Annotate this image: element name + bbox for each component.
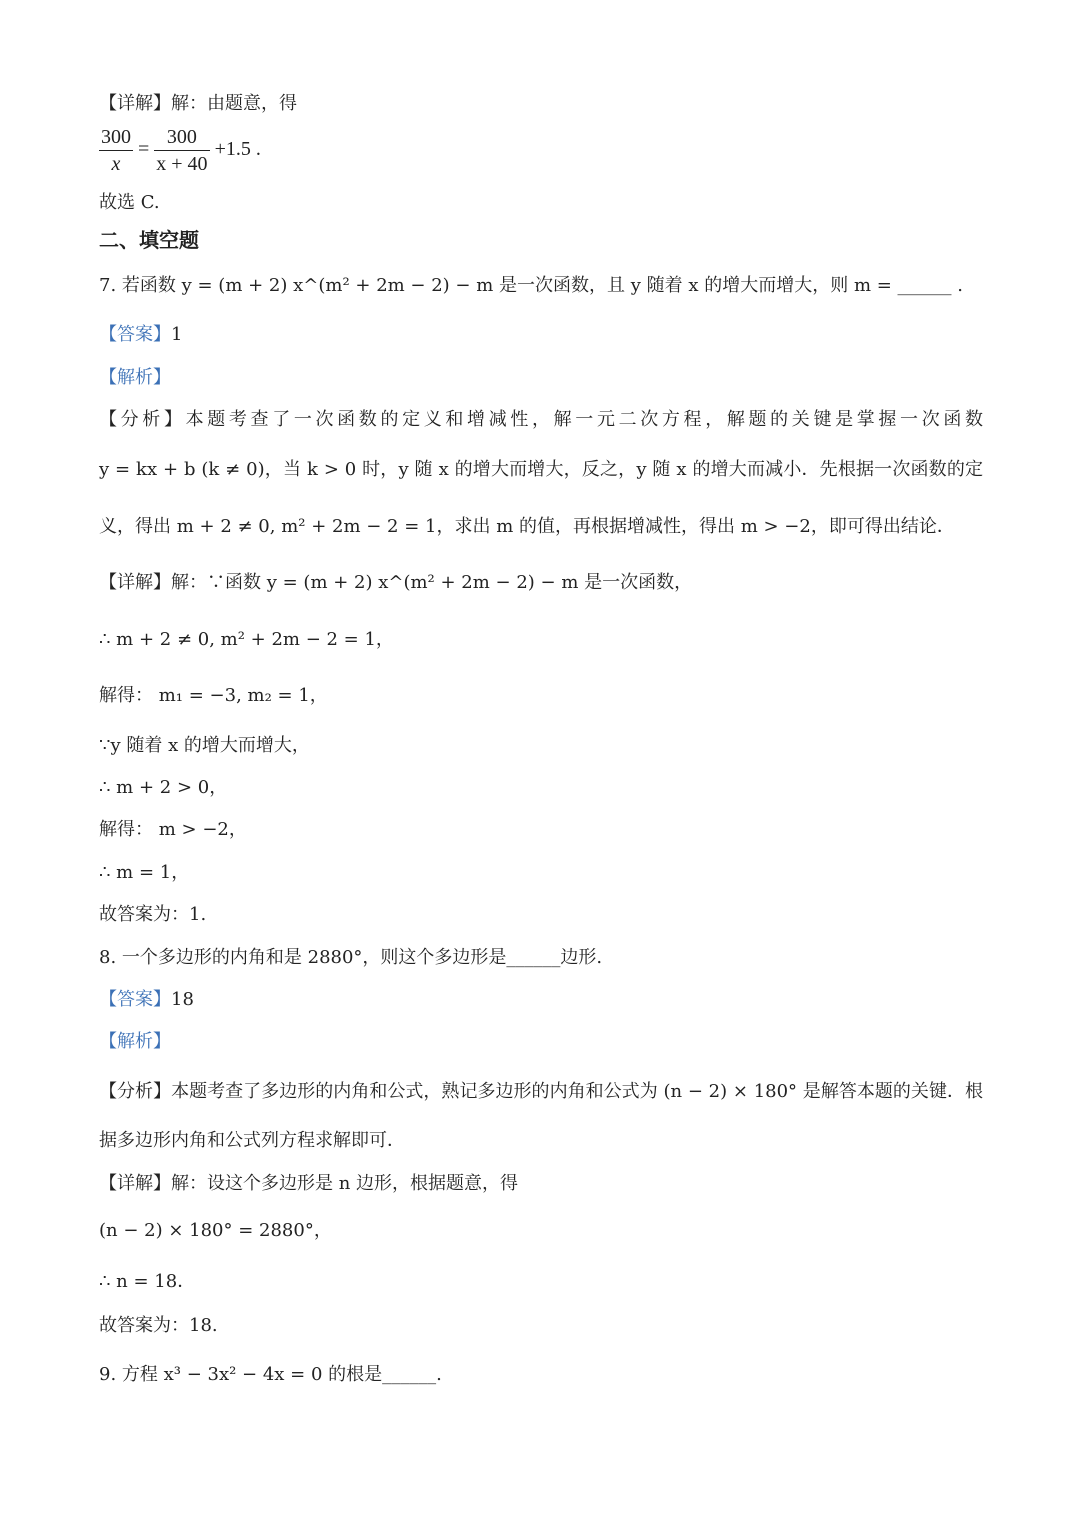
q7-analysis-line-3: 义，得出 m + 2 ≠ 0, m² + 2m − 2 = 1，求出 m 的值，再根据增减性，得出 m > −2，即可得出结论． bbox=[99, 516, 955, 537]
q7-analysis-line-1: 【分析】本题考查了一次函数的定义和增减性，解一元二次方程，解题的关键是掌握一次函数 bbox=[99, 409, 983, 430]
q7-detail-2: ∴ m + 2 ≠ 0, m² + 2m − 2 = 1， bbox=[99, 629, 394, 650]
q8-detail-1: 【详解】解：设这个多边形是 n 边形，根据题意，得 bbox=[99, 1173, 519, 1194]
section-title: 二、填空题 bbox=[99, 228, 199, 252]
q7-analysis-tag: 【解析】 bbox=[99, 367, 171, 388]
q8-stem: 8. 一个多边形的内角和是 2880°，则这个多边形是______边形. bbox=[99, 947, 603, 968]
q8-analysis-line-1: 【分析】本题考查了多边形的内角和公式，熟记多边形的内角和公式为 (n − 2) × 180° 是解答本题的关键．根 bbox=[99, 1081, 983, 1102]
q7-detail-8: 故答案为：1. bbox=[99, 904, 207, 925]
q8-detail-4: 故答案为：18. bbox=[99, 1315, 218, 1336]
q8-answer bbox=[99, 988, 194, 1012]
q7-detail-5: ∴ m + 2 > 0， bbox=[99, 777, 228, 798]
q8-analysis-tag: 【解析】 bbox=[99, 1031, 171, 1052]
q7-answer bbox=[99, 323, 182, 347]
q7-detail-1: 【详解】解：∵函数 y = (m + 2) x^(m² + 2m − 2) − m 是一次函数， bbox=[99, 572, 693, 593]
q7-analysis-line-2: y = kx + b (k ≠ 0)，当 k > 0 时，y 随 x 的增大而增大，反之，y 随 x 的增大而减小．先根据一次函数的定 bbox=[99, 459, 983, 480]
q7-detail-7: ∴ m = 1， bbox=[99, 862, 190, 883]
q6-detail-heading: 【详解】解：由题意，得 bbox=[99, 93, 297, 114]
q6-equation: $\frac{300}{x}$ = $\frac{300}{x + 40}$ +1.5 . bbox=[101, 126, 261, 175]
fraction-left: $\frac{300}{x}$ bbox=[101, 126, 131, 175]
q8-detail-2: (n − 2) × 180° = 2880°， bbox=[99, 1220, 332, 1241]
q7-detail-4: ∵y 随着 x 的增大而增大， bbox=[99, 735, 310, 756]
q8-detail-3: ∴ n = 18． bbox=[99, 1271, 196, 1292]
q6-choice: 故选 C. bbox=[99, 192, 160, 213]
q7-detail-3: 解得： m₁ = −3, m₂ = 1， bbox=[99, 685, 328, 706]
answer-value: 18 bbox=[171, 989, 194, 1010]
answer-value: 1 bbox=[171, 324, 183, 345]
q9-stem: 9. 方程 x³ − 3x² − 4x = 0 的根是______. bbox=[99, 1364, 442, 1385]
q7-detail-6: 解得： m > −2， bbox=[99, 819, 247, 840]
q8-analysis-line-2: 据多边形内角和公式列方程求解即可． bbox=[99, 1130, 405, 1151]
q7-stem: 7. 若函数 y = (m + 2) x^(m² + 2m − 2) − m 是一次函数，且 y 随着 x 的增大而增大，则 m = ______ . bbox=[99, 275, 963, 296]
fraction-right: $\frac{300}{x + 40}$ bbox=[156, 126, 208, 175]
answer-tag: 【答案】 bbox=[99, 324, 171, 345]
answer-tag: 【答案】 bbox=[99, 989, 171, 1010]
